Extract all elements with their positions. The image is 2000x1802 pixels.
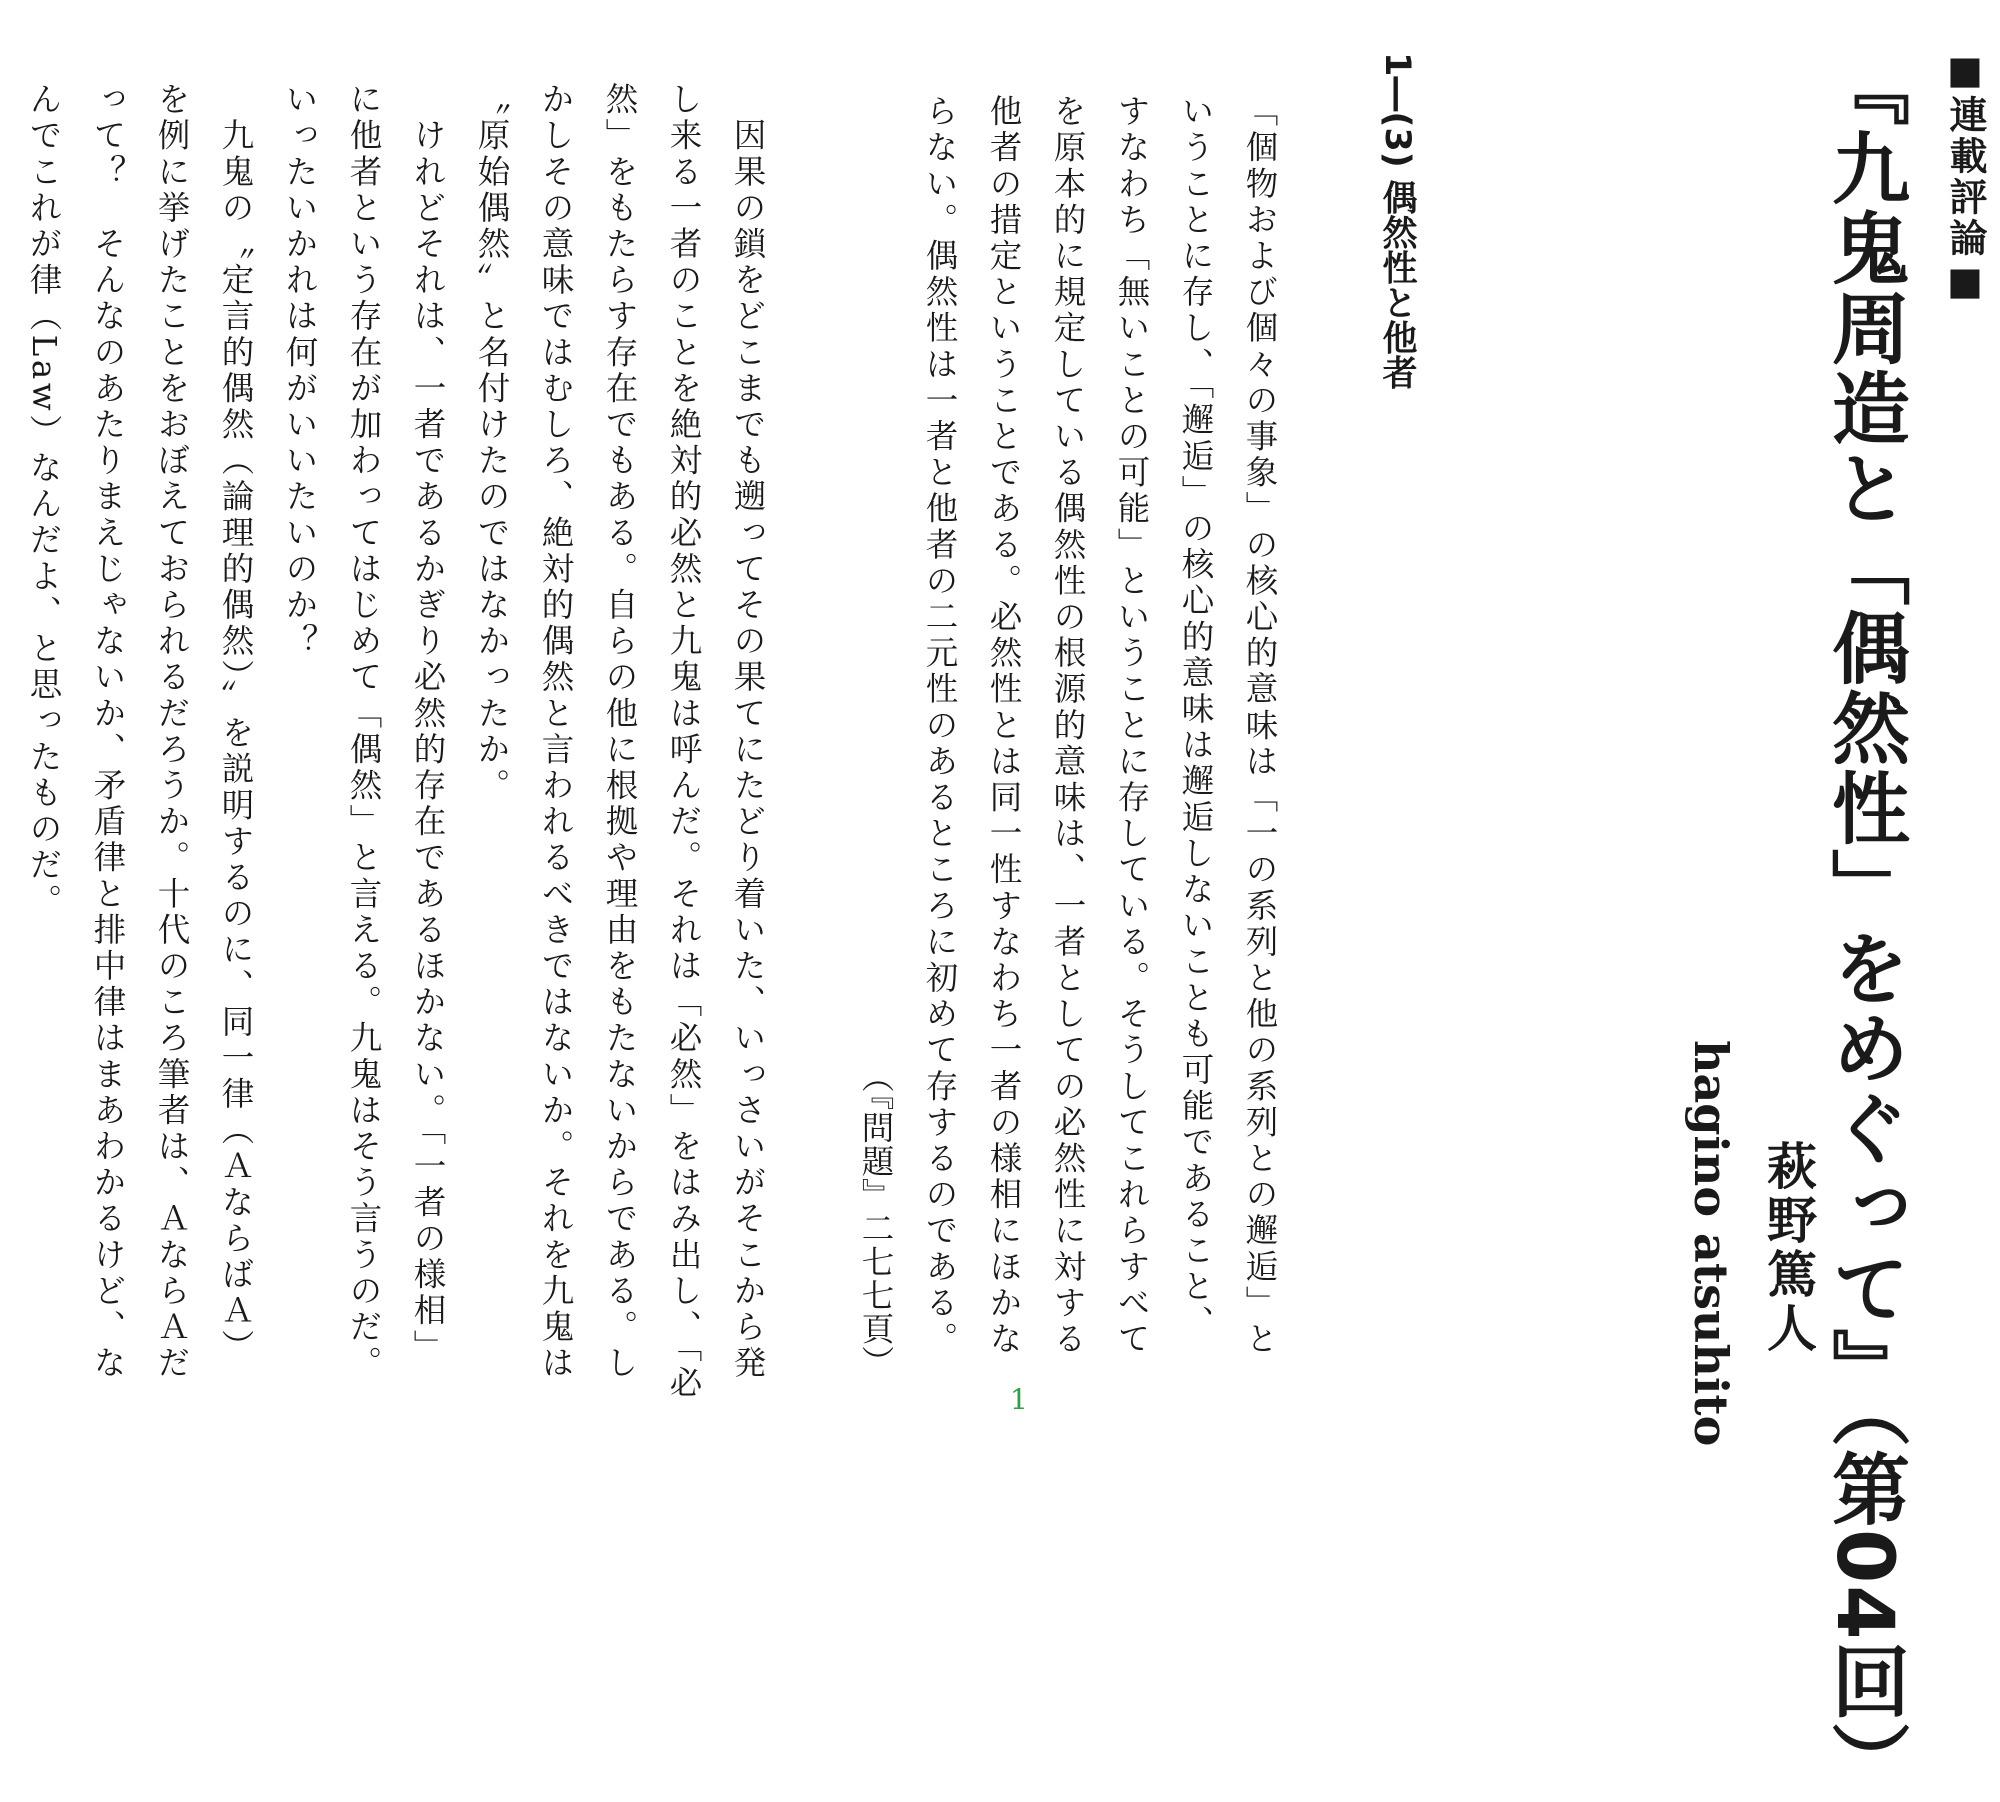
author-name: 萩野篤人 bbox=[1759, 1140, 1818, 1356]
body-line: 〝原始偶然〟と名付けたのではなかったか。 bbox=[473, 82, 511, 804]
quote-line: すなわち「無いことの可能」ということに存している。そうしてこれらすべて bbox=[1113, 94, 1151, 1358]
quote-citation: （『問題』二七七頁） bbox=[857, 1060, 895, 1379]
body-line: 九鬼の〝定言的偶然（論理的偶然）〟を説明するのに、同一律（ＡならばＡ） bbox=[217, 82, 255, 1366]
body-line: に他者という存在が加わってはじめて「偶然」と言える。九鬼はそう言うのだ。 bbox=[345, 82, 383, 1382]
quote-line: 「個物および個々の事象」の核心的意味は「一の系列と他の系列との邂逅」と bbox=[1241, 94, 1279, 1358]
quote-line: いうことに存し、「邂逅」の核心的意味は邂逅しないことも可能であること、 bbox=[1177, 94, 1215, 1342]
quote-line: 他者の措定ということである。必然性とは同一性すなわち一者の様相にほかな bbox=[985, 94, 1023, 1358]
body-line: んでこれが律（Law）なんだよ、と思ったものだ。 bbox=[25, 82, 63, 920]
body-line: けれどそれは、一者であるかぎり必然的存在であるほかない。「一者の様相」 bbox=[409, 82, 447, 1366]
body-line: かしその意味ではむしろ、絶対的偶然と言われるべきではないか。それを九鬼は bbox=[537, 82, 575, 1382]
section-heading: 1―(3) 偶然性と他者 bbox=[1377, 52, 1417, 390]
body-line: 然」をもたらす存在でもある。自らの他に根拠や理由をもたないからである。し bbox=[601, 82, 639, 1382]
author-romaji: hagino atsuhito bbox=[1684, 1040, 1738, 1447]
page-number: 1 bbox=[1010, 1383, 1028, 1416]
quote-line: を原本的に規定している偶然性の根源的意味は、一者としての必然性に対する bbox=[1049, 94, 1087, 1358]
body-line: って？ そんなのあたりまえじゃないか、矛盾律と排中律はまあわかるけど、な bbox=[89, 82, 127, 1382]
body-line: 因果の鎖をどこまでも遡ってその果てにたどり着いた、いっさいがそこから発 bbox=[729, 82, 767, 1382]
article-title: 『九鬼周造と「偶然性」をめぐって』（第04回） bbox=[1819, 48, 1909, 1802]
body-line: いったいかれは何がいいたいのか？ bbox=[281, 82, 319, 660]
quote-line: らない。偶然性は一者と他者の二元性のあるところに初めて存するのである。 bbox=[921, 94, 959, 1358]
column-label: ■連載評論■ bbox=[1943, 48, 1987, 306]
body-line: を例に挙げたことをおぼえておられるだろうか。十代のころ筆者は、ＡならＡだ bbox=[153, 82, 191, 1382]
body-line: し来る一者のことを絶対的必然と九鬼は呼んだ。それは「必然」をはみ出し、「必 bbox=[665, 82, 703, 1402]
